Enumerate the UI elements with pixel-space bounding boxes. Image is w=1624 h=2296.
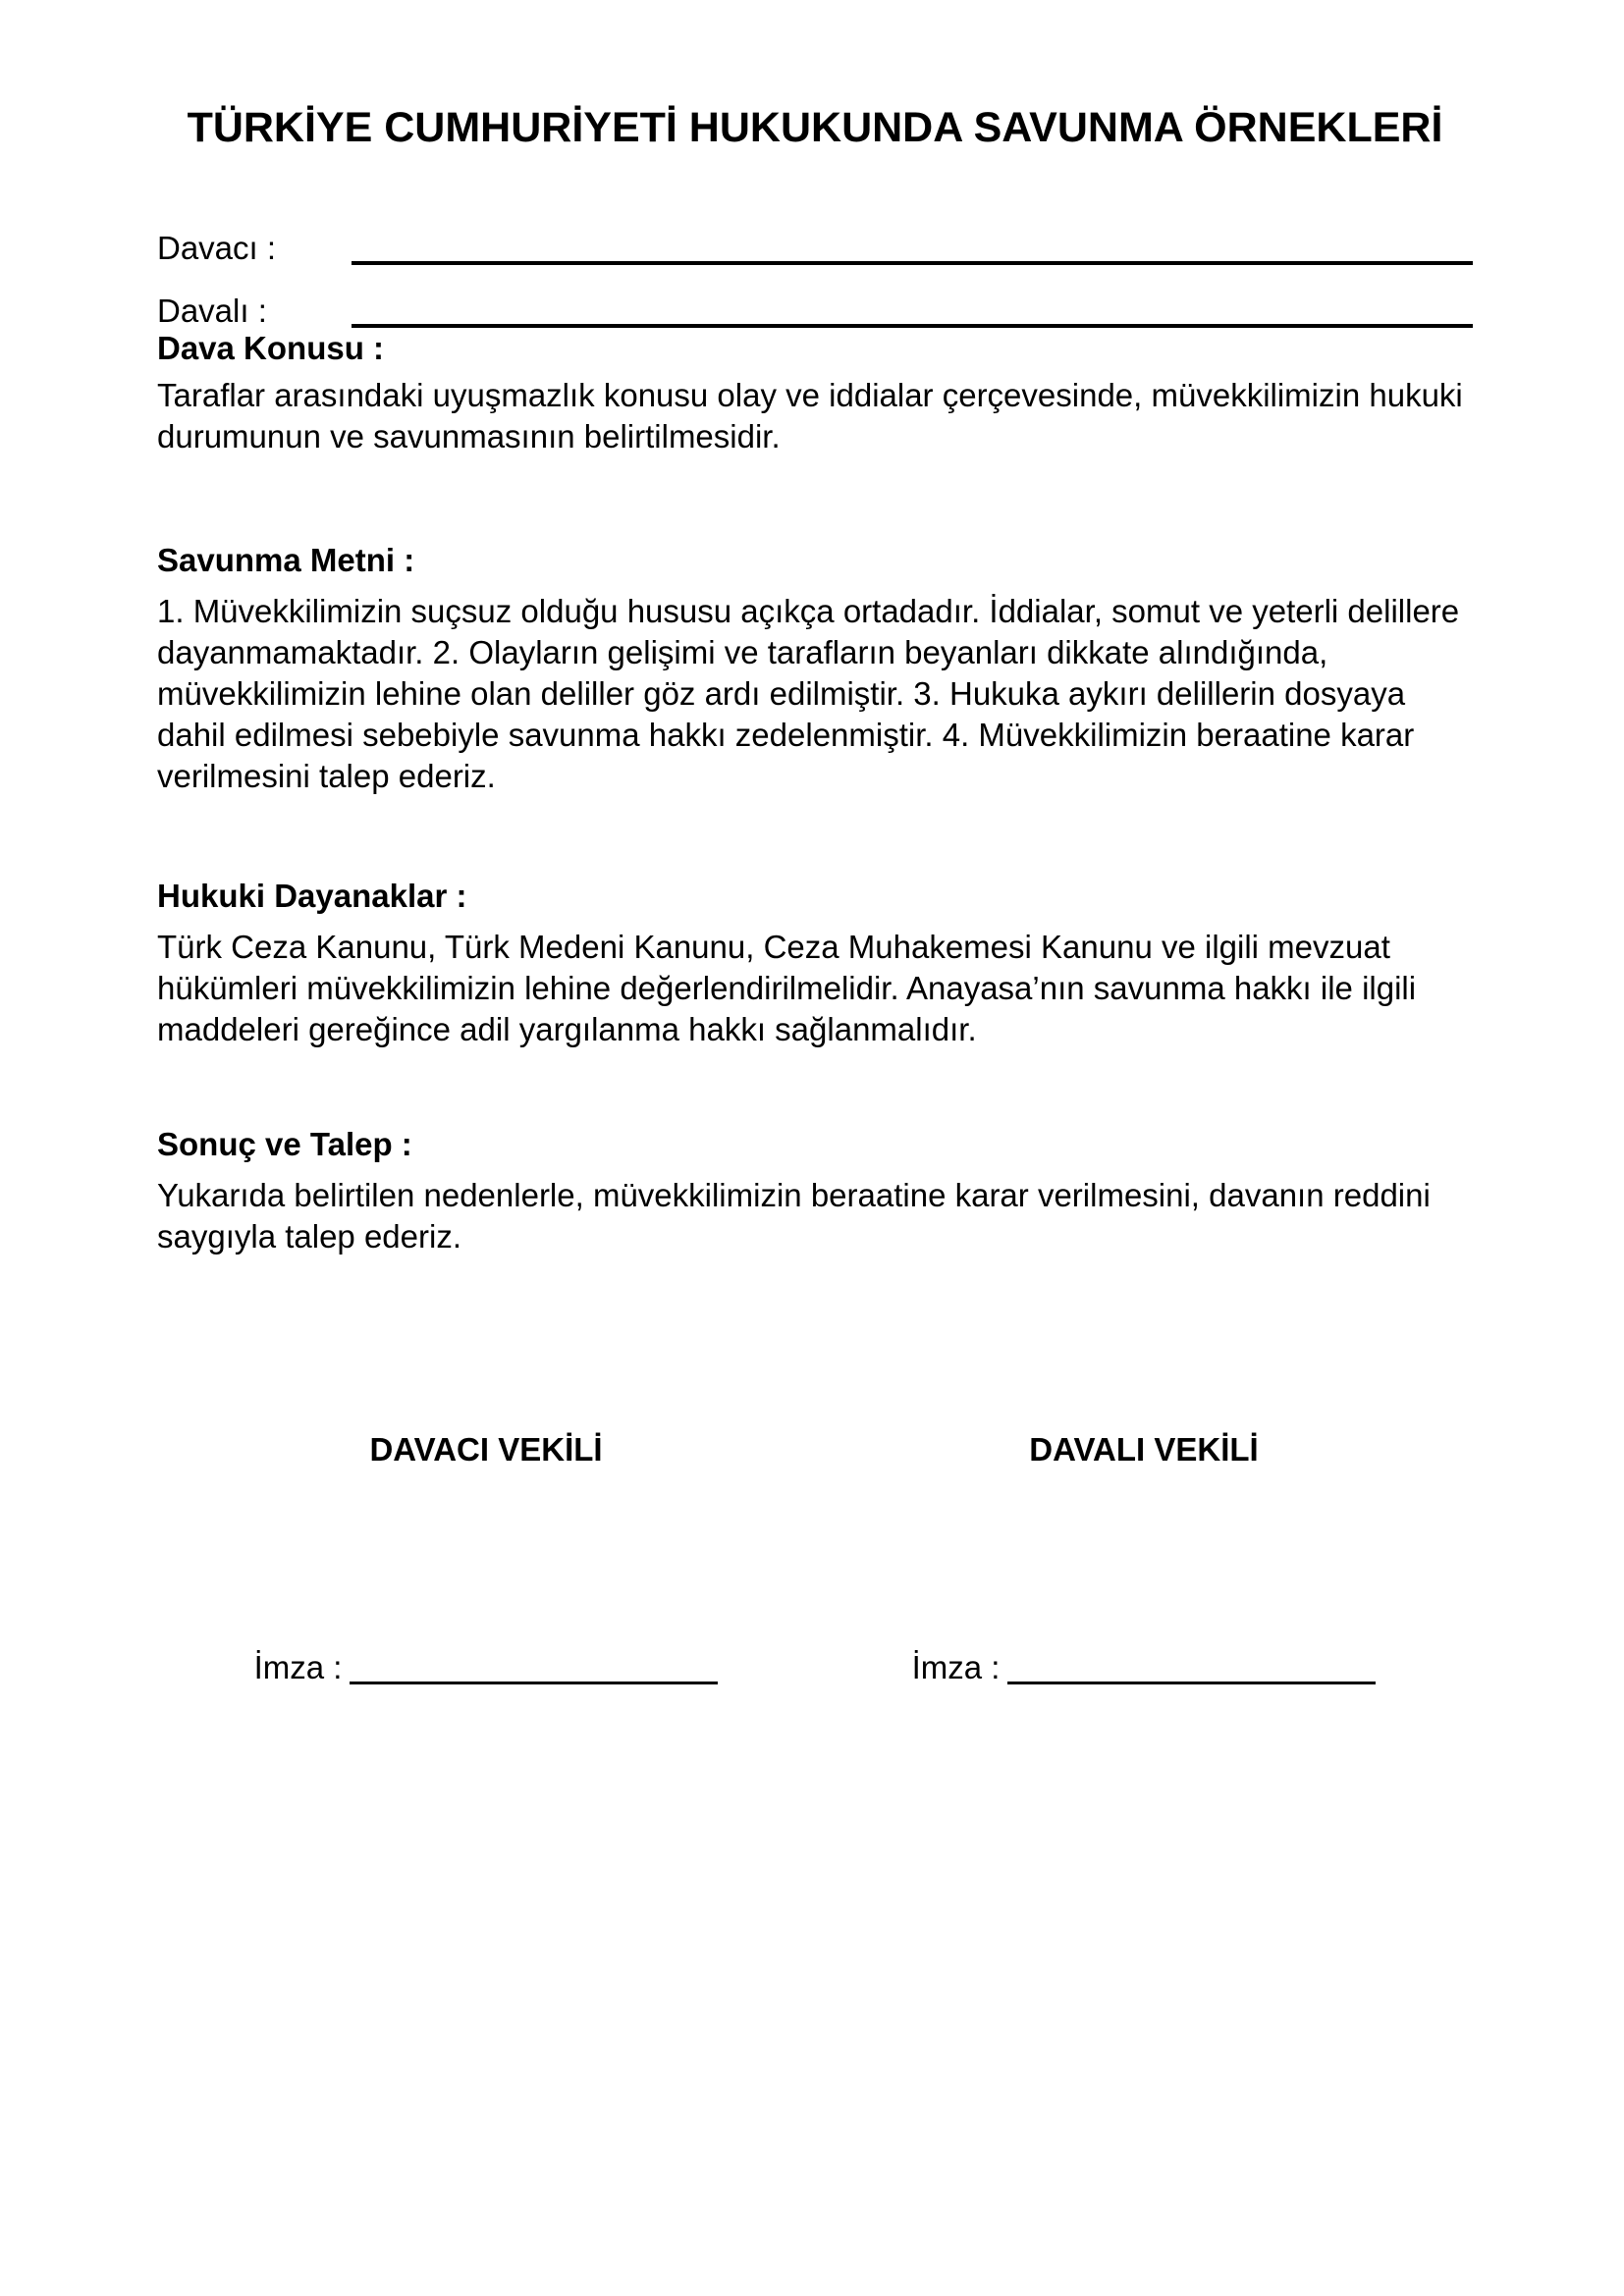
defendant-signature-line (1007, 1681, 1376, 1684)
defendant-signature-cell (815, 1647, 1473, 1688)
defendant-attorney-title: DAVALI VEKİLİ (1029, 1431, 1259, 1468)
plaintiff-signature-cell (157, 1647, 815, 1688)
defendant-blank-line (352, 291, 1473, 328)
section-heading-savunma-metni: Savunma Metni : (157, 542, 415, 578)
signature-row (157, 1647, 1473, 1688)
document-title: TÜRKİYE CUMHURİYETİ HUKUKUNDA SAVUNMA ÖRNEKLERİ (187, 104, 1443, 151)
section-body-hukuki-dayanaklar: Türk Ceza Kanunu, Türk Medeni Kanunu, Ceza Muhakemesi Kanunu ve ilgili mevzuat hükümleri müvekkilimizin lehine değerlendirilmelidir. Anayasa’nın savunma hakkı ile ilgili maddeleri gereğince adil yargılanma hakkı sağlanmalıdır. (157, 929, 1417, 1047)
plaintiff-signature-group (254, 1647, 719, 1688)
plaintiff-blank-line (352, 228, 1473, 265)
plaintiff-signature-label: İmza : (253, 1649, 343, 1685)
defendant-signature-label: İmza : (911, 1649, 1001, 1685)
section-body-savunma-metni: 1. Müvekkilimizin suçsuz olduğu hususu açıkça ortadadır. İddialar, somut ve yeterli delillere dayanmamaktadır. 2. Olayların gelişimi ve tarafların beyanları dikkate alındığında, müvekkilimizin lehine olan deliller göz ardı edilmiştir. 3. Hukuka aykırı delillerin dosyaya dahil edilmesi sebebiyle savunma hakkı zedelenmiştir. 4. Müvekkilimizin beraatine karar verilmesini talep ederiz. (157, 593, 1460, 794)
section-heading-dava-konusu: Dava Konusu : (157, 330, 385, 366)
section-heading-hukuki-dayanaklar: Hukuki Dayanaklar : (157, 878, 467, 914)
section-heading-sonuc-ve-talep: Sonuç ve Talep : (157, 1126, 412, 1162)
attorney-roles-row (157, 1429, 1473, 1470)
defendant-field-row (157, 291, 1473, 332)
section-body-dava-konusu: Taraflar arasındaki uyuşmazlık konusu olay ve iddialar çerçevesinde, müvekkilimizin hukuki durumunun ve savunmasının belirtilmesidir. (157, 377, 1463, 454)
plaintiff-field-row (157, 228, 1473, 269)
section-body-sonuc-ve-talep: Yukarıda belirtilen nedenlerle, müvekkilimizin beraatine karar verilmesini, davanın reddini saygıyla talep ederiz. (157, 1177, 1431, 1255)
plaintiff-signature-line (350, 1681, 718, 1684)
defendant-label: Davalı : (157, 293, 267, 329)
plaintiff-label: Davacı : (157, 230, 277, 266)
defendant-signature-group (912, 1647, 1377, 1688)
plaintiff-attorney-title: DAVACI VEKİLİ (369, 1431, 603, 1468)
